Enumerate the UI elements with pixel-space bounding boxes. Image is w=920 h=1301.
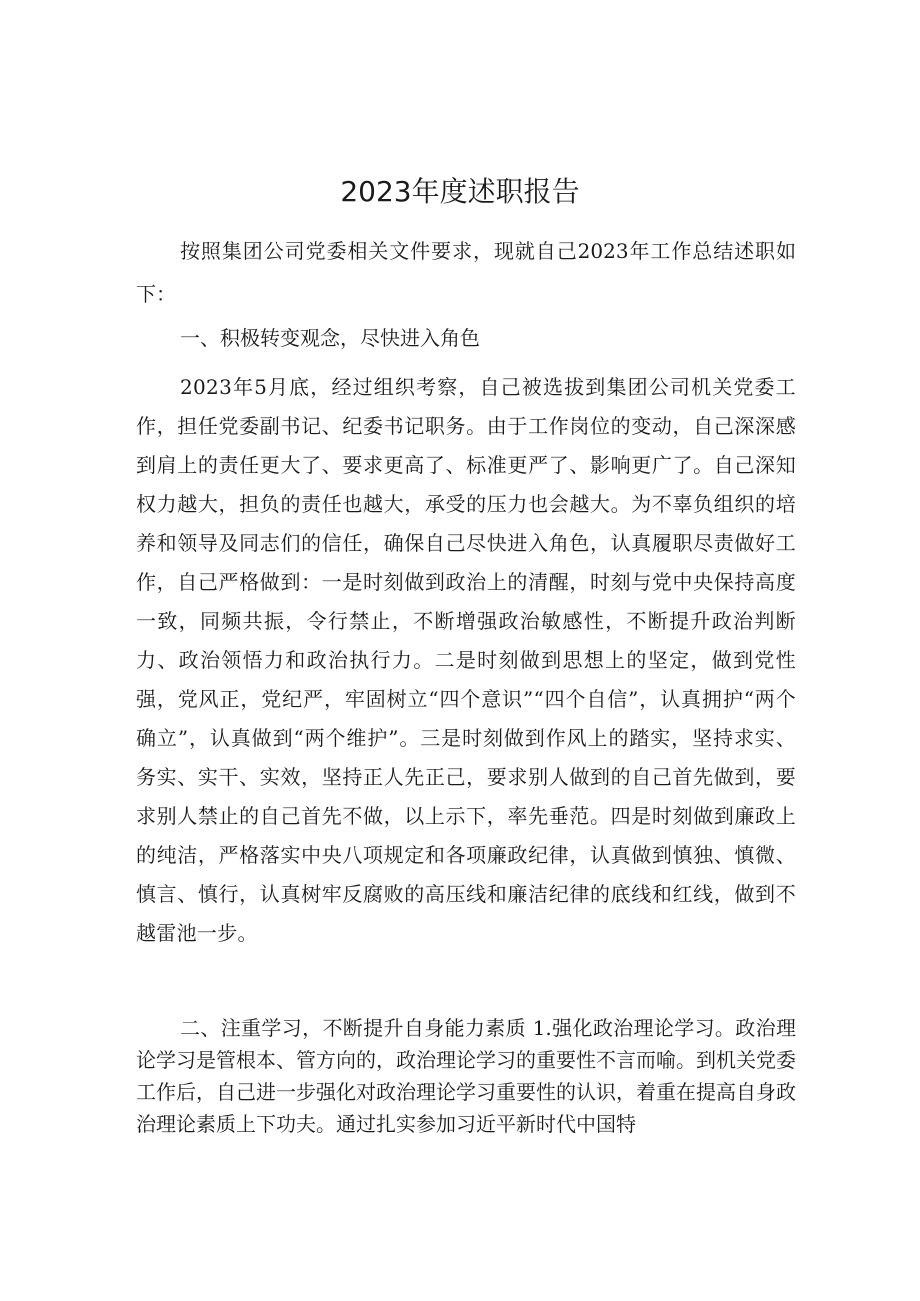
intro-paragraph: 按照集团公司党委相关文件要求，现就自己2023年工作总结述职如下： (136, 239, 796, 306)
section-2-body: 二、注重学习，不断提升自身能力素质 1.强化政治理论学习。政治理论学习是管根本、管方向的，政治理论学习的重要性不言而喻。到机关党委工作后，自己进一步强化对政治理论学习重要性的认识，着重在提高自身政治理论素质上下功夫。通过扎实参加习近平新时代中国特 (136, 1016, 796, 1136)
document-title: 2023年度述职报告 (340, 175, 580, 208)
section-1-body: 2023年5月底，经过组织考察，自己被选拔到集团公司机关党委工作，担任党委副书记、纪委书记职务。由于工作岗位的变动，自己深深感到肩上的责任更大了、要求更高了、标准更严了、影响更广了。自己深知权力越大，担负的责任也越大，承受的压力也会越大。为不辜负组织的培养和领导及同志们的信任，确保自己尽快进入角色，认真履职尽责做好工作，自己严格做到：一是时刻做到政治上的清醒，时刻与党中央保持高度一致，同频共振，令行禁止，不断增强政治敏感性，不断提升政治判断力、政治领悟力和政治执行力。二是时刻做到思想上的坚定，做到党性强，党风正，党纪严，牢固树立“四个意识”“四个自信”，认真拥护“两个确立”，认真做到“两个维护”。三是时刻做到作风上的踏实，坚持求实、务实、实干、实效，坚持正人先正己，要求别人做到的自己首先做到，要求别人禁止的自己首先不做，以上示下，率先垂范。四是时刻做到廉政上的纯洁，严格落实中央八项规定和各项廉政纪律，认真做到慎独、慎微、慎言、慎行，认真树牢反腐败的高压线和廉洁纪律的底线和红线，做到不越雷池一步。 (136, 375, 796, 945)
section-1-heading: 一、积极转变观念，尽快进入角色 (180, 326, 480, 350)
